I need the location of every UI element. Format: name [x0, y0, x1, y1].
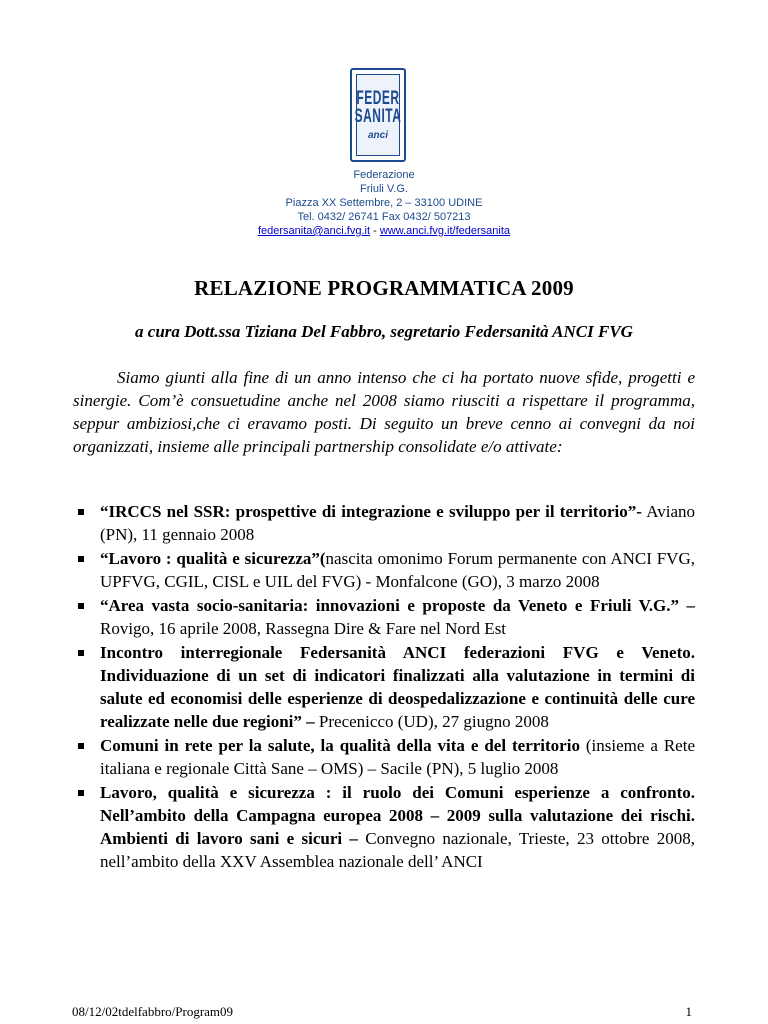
list-item [100, 594, 695, 640]
bullet-icon [78, 790, 84, 796]
list-item [100, 734, 695, 780]
page-number: 1 [685, 1004, 692, 1019]
federsanita-logo [350, 68, 406, 162]
intro-text: Siamo giunti alla fine di un anno intenso che ci ha portato nuove sfide, progetti e sinergie. Com’è consuetudine anche nel 2008 siamo riusciti a rispettare il programma, seppur ambiziosi,che ci eravamo posti. Di seguito un breve cenno ai convegni da noi organizzati, insieme alle principali partnership consolidate e/o attivate: [73, 368, 695, 456]
bullet-icon [78, 650, 84, 656]
logo-text-feder: FEDER [356, 86, 400, 109]
event-details: Rovigo, 16 aprile 2008, Rassegna Dire & Fare nel Nord Est [100, 619, 507, 638]
logo-text-sanita: SANITA [354, 104, 402, 128]
event-details: Aviano (PN), 11 gennaio 2008 [100, 502, 695, 544]
list-item [100, 500, 695, 546]
list-item [100, 781, 695, 873]
org-address: Piazza XX Settembre, 2 – 33100 UDINE [285, 197, 483, 209]
event-title: “Area vasta socio-sanitaria: innovazioni e proposte da Veneto e Friuli V.G.” – [100, 596, 695, 615]
logo-text-anci: anci [367, 129, 388, 141]
org-region: Friuli V.G. [360, 183, 408, 195]
event-details: Convegno nazionale, Trieste, 23 ottobre 2008, nell’ambito della XXV Assemblea nazionale dell’ ANCI [100, 829, 695, 871]
event-title: “Lavoro : qualità e sicurezza”( [100, 549, 326, 568]
bullet-icon [78, 743, 84, 749]
list-item [100, 641, 695, 733]
logo-inner [356, 74, 400, 156]
list-item [100, 547, 695, 593]
event-title: Comuni in rete per la salute, la qualità della vita e del territorio [100, 736, 580, 755]
footer-file-path: 08/12/02tdelfabbro/Program09 [72, 1004, 234, 1019]
event-title: Incontro interregionale Federsanità ANCI federazioni FVG e Veneto. Individuazione di un set di indicatori finalizzati alla valutazione in termini di salute ed economisi delle esperienze di deospedalizzazione e continuità delle cure realizzate nelle due regioni” – [100, 643, 695, 731]
events-list [100, 500, 695, 874]
website-link[interactable]: www.anci.fvg.it/federsanita [379, 225, 511, 237]
document-subtitle: a cura Dott.ssa Tiziana Del Fabbro, segretario Federsanità ANCI FVG [135, 322, 633, 341]
bullet-icon [78, 509, 84, 515]
email-link[interactable]: federsanita@anci.fvg.it [257, 225, 371, 237]
event-details: (insieme a Rete italiana e regionale Città Sane – OMS) – Sacile (PN), 5 luglio 2008 [100, 736, 695, 778]
event-details: nascita omonimo Forum permanente con ANCI FVG, UPFVG, CGIL, CISL e UIL del FVG) - Monfalcone (GO), 3 marzo 2008 [100, 549, 695, 591]
document-title: RELAZIONE PROGRAMMATICA 2009 [194, 276, 574, 300]
event-title: “IRCCS nel SSR: prospettive di integrazione e sviluppo per il territorio”- [100, 502, 642, 521]
org-phone: Tel. 0432/ 26741 Fax 0432/ 507213 [297, 211, 471, 223]
letterhead-info [0, 168, 768, 238]
intro-paragraph [73, 366, 695, 458]
contact-links [0, 224, 768, 238]
bullet-icon [78, 556, 84, 562]
link-separator: - [373, 225, 377, 237]
org-name: Federazione [353, 169, 415, 181]
event-title: Lavoro, qualità e sicurezza : il ruolo dei Comuni esperienze a confronto. Nell’ambito della Campagna europea 2008 – 2009 sulla valutazione dei rischi. Ambienti di lavoro sani e sicuri – [100, 783, 695, 848]
bullet-icon [78, 603, 84, 609]
event-details: Precenicco (UD), 27 giugno 2008 [314, 712, 549, 731]
